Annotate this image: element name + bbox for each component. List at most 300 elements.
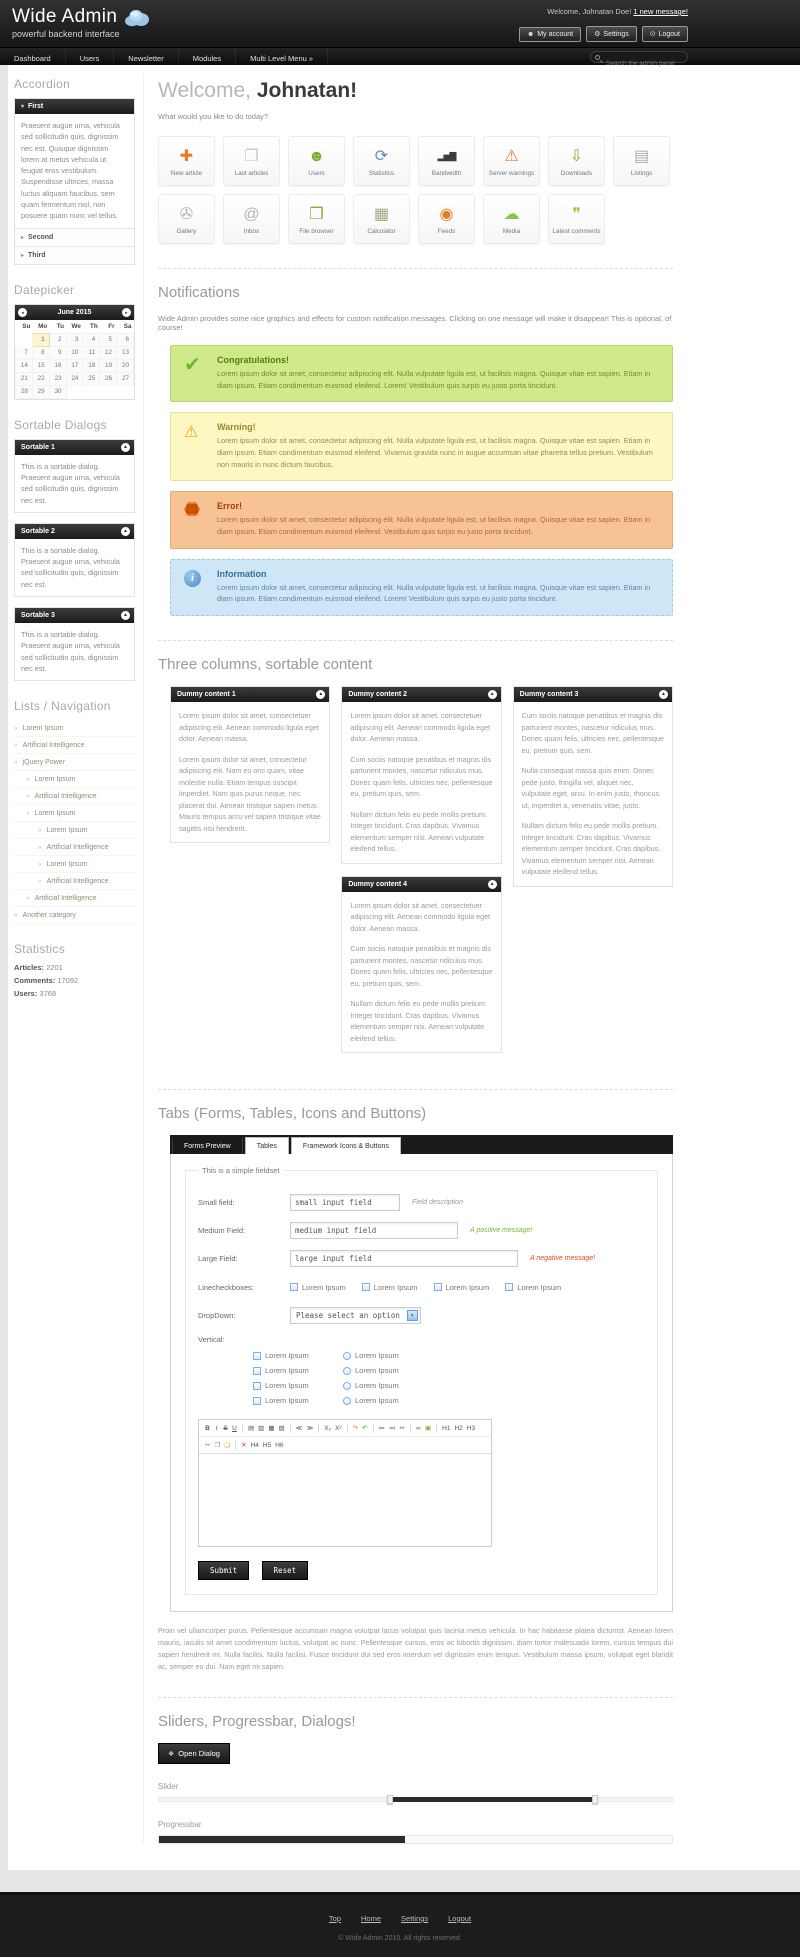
shortcut-users[interactable] [288, 136, 345, 186]
sortable-dialog-header[interactable] [15, 608, 134, 623]
shortcut-feeds[interactable] [418, 194, 475, 244]
ordered-list-icon[interactable]: ≔ [378, 1425, 386, 1433]
slider-label: Slider [158, 1781, 179, 1791]
file-browser-icon: ❒ [309, 206, 324, 223]
header-button-my-account[interactable] [519, 27, 581, 42]
paragraph: Cum sociis natoque penatibus et magnis dis parturient montes, nascetur ridiculus mus. Donec quam felis, ultricies nec, pellentesque eu, pretium quis, sem. [521, 711, 664, 755]
stat-label: Comments: [14, 976, 58, 986]
italic-icon[interactable]: I [215, 1424, 218, 1432]
shortcut-calculator[interactable] [353, 194, 410, 244]
image-icon[interactable]: ▣ [424, 1425, 432, 1433]
nav-list-label: Lorem Ipsum [34, 809, 76, 817]
dummy-box-title: Dummy content 3 [519, 691, 579, 699]
shortcut-label: New article [170, 170, 203, 177]
search-input[interactable] [606, 59, 682, 69]
field-label: Large Field: [198, 1254, 238, 1264]
h1-icon[interactable]: H1 [442, 1424, 451, 1432]
paragraph: Lorem ipsum dolor sit amet, consectetur adipiscing elit. Nam eu orci quam, vitae molestie nulla. Etiam tempus suscipit imperdiet. Nam quis purus neque, nec placerat dui. Aenean tristique sapien metus. Mauris tempus arcu vel sapien tristique vitae sagittis nisi hendrerit. [179, 754, 321, 833]
collapse-icon[interactable]: ▴ [316, 690, 325, 699]
power-icon: ⊙ [649, 31, 656, 38]
shortcut-label: File browser [299, 228, 334, 235]
radio-option[interactable] [343, 1396, 417, 1405]
calendar-empty-cell [66, 385, 83, 398]
calendar-day[interactable]: 6 [117, 333, 134, 346]
radio-option[interactable] [343, 1366, 417, 1375]
latest-comments-icon: ❞ [572, 206, 581, 223]
sortable-columns [170, 686, 673, 1065]
paragraph: Nullam dictum felis eu pede mollis pretium. Integer tincidunt. Cras dapibus. Vivamus elementum semper nisi. Aenean vulputate eleifend tellus. [350, 809, 487, 854]
calculator-icon: ▦ [373, 206, 390, 223]
strikethrough-icon[interactable]: S [223, 1424, 228, 1432]
double-chevron-icon: » [26, 809, 30, 817]
calendar-day[interactable]: 8 [32, 346, 49, 359]
align-center-icon[interactable]: ▥ [258, 1425, 265, 1433]
dummy-box-header[interactable] [171, 687, 329, 702]
chevron-right-icon: ▸ [21, 234, 25, 241]
section-title: Sliders, Progressbar, Dialogs! [158, 1712, 356, 1730]
double-chevron-icon: » [26, 792, 30, 800]
progressbar [158, 1835, 673, 1844]
header [0, 0, 800, 47]
calendar-day[interactable]: 19 [100, 359, 117, 372]
checkbox-option[interactable] [253, 1366, 327, 1375]
accordion-panel-second[interactable] [15, 228, 134, 246]
sortable-dialog-header[interactable] [15, 440, 134, 455]
double-chevron-icon: » [14, 758, 18, 766]
calendar-day[interactable]: 25 [83, 372, 100, 385]
calendar-day[interactable]: 27 [117, 372, 134, 385]
feeds-icon: ◉ [439, 206, 454, 223]
shortcut-statistics[interactable] [353, 136, 410, 186]
datepicker-heading: Datepicker [14, 282, 75, 297]
nav-item-dashboard[interactable]: Dashboard [0, 49, 66, 67]
medium-input[interactable] [290, 1222, 458, 1239]
toolbar-separator [436, 1424, 437, 1433]
radio-button[interactable] [343, 1382, 351, 1390]
dummy-box-dummy-content-4 [341, 876, 501, 1054]
radio-label: Lorem Ipsum [355, 1366, 399, 1376]
chevron-down-icon: ▾ [407, 1310, 418, 1321]
checkbox-option[interactable] [434, 1283, 490, 1292]
next-month-button[interactable]: ► [122, 308, 131, 317]
footer-link-logout[interactable]: Logout [448, 1913, 472, 1923]
slider[interactable] [158, 1797, 673, 1802]
h6-icon[interactable]: H6 [275, 1441, 284, 1449]
field-label: Medium Field: [198, 1226, 246, 1236]
nav-list-item[interactable] [14, 907, 135, 924]
notification-title: Information [217, 568, 267, 579]
calendar-day[interactable]: 28 [16, 385, 33, 398]
calendar-day[interactable]: 30 [49, 385, 66, 398]
shortcut-media[interactable] [483, 194, 540, 244]
checkbox-option[interactable] [253, 1381, 327, 1390]
field-label: Vertical: [198, 1335, 225, 1345]
calendar-day[interactable]: 24 [66, 372, 83, 385]
nav-list-item[interactable] [14, 788, 135, 805]
checkbox-option[interactable] [290, 1283, 346, 1292]
new-message-link[interactable]: 1 new message! [633, 7, 688, 16]
statistics-heading: Statistics [14, 942, 66, 957]
calendar-day[interactable]: 11 [83, 346, 100, 359]
server-warnings-icon: ⚠ [504, 148, 519, 165]
undo-icon[interactable]: ↶ [362, 1425, 368, 1433]
accordion-label: Third [28, 251, 46, 259]
radio-button[interactable] [343, 1367, 351, 1375]
sortable-dialog-header[interactable] [15, 524, 134, 539]
welcome-text: Welcome, Johnatan Doe! [547, 7, 632, 16]
notification-text: Lorem ipsum dolor sit amet, consectetur adipiscing elit. Nulla vulputate ligula est, ut facilisis magna. Quisque vitae est sapien. Etiam in diam ipsum. Etiam condimentum euismod eleifend. Lorem! Vestibulum quis turpis eu justo porta tincidunt. [217, 582, 651, 604]
calendar-day-name: Su [22, 322, 31, 330]
notification-error[interactable] [170, 491, 673, 548]
indent-icon[interactable]: ≫ [306, 1425, 314, 1433]
calendar-day[interactable]: 7 [16, 346, 33, 359]
calendar-day[interactable]: 15 [32, 359, 49, 372]
notification-warning[interactable] [170, 412, 673, 481]
dummy-box-header[interactable] [514, 687, 672, 702]
accordion-panel-first[interactable] [15, 99, 134, 114]
calendar-day[interactable]: 9 [49, 346, 66, 359]
notification-title: Warning! [217, 422, 256, 433]
collapse-icon[interactable]: ▴ [659, 690, 668, 699]
nav-list-label: jQuery Power [22, 758, 66, 766]
header-welcome [514, 7, 688, 16]
radio-button[interactable] [343, 1397, 351, 1405]
collapse-icon[interactable]: ▴ [121, 611, 130, 620]
double-chevron-icon: » [38, 843, 42, 851]
double-chevron-icon: » [14, 911, 18, 919]
listings-icon: ▤ [633, 148, 650, 165]
dummy-box-body [514, 702, 672, 886]
collapse-icon[interactable]: ▴ [121, 527, 130, 536]
horizontal-rule-icon[interactable]: ✂ [399, 1425, 405, 1433]
underline-icon[interactable]: U [232, 1424, 237, 1432]
field-label: Linecheckboxes: [198, 1282, 254, 1292]
paragraph: Nullam dictum felis eu pede mollis pretium. Integer tincidunt. Cras dapibus. Vivamus elementum semper tincidunt. Cras dapibus. Vivamus elementum semper nisi. Aenean vulputate eleifend tellus. [521, 821, 661, 877]
notification-info[interactable] [170, 559, 673, 616]
checkbox[interactable] [362, 1283, 370, 1291]
h2-icon[interactable]: H2 [454, 1424, 463, 1432]
toolbar-separator [373, 1424, 374, 1433]
calendar-day[interactable]: 20 [117, 359, 134, 372]
progressbar-fill [159, 1836, 405, 1843]
shortcut-latest-comments[interactable] [548, 194, 605, 244]
check-icon: ✔ [184, 354, 201, 376]
calendar-day-name: We [71, 322, 81, 330]
accordion-heading: Accordion [14, 77, 71, 91]
shortcut-label: Media [502, 228, 521, 235]
calendar-day-name: Sa [123, 322, 132, 330]
calendar-day[interactable]: 23 [49, 372, 66, 385]
gallery-icon: ✇ [179, 206, 194, 223]
sortable-dialog-text: This is a sortable dialog. Praesent augue urna, vehicula sed sollicitudin quis, dignissim nec est. [21, 461, 120, 505]
statistics [14, 963, 135, 998]
calendar-day[interactable]: 12 [100, 346, 117, 359]
stat-row [14, 976, 135, 985]
calendar-day[interactable]: 2 [49, 333, 66, 346]
tab-tables[interactable]: Tables [245, 1137, 289, 1154]
calendar-day-name: Mo [38, 322, 48, 330]
sortable-column [513, 686, 673, 1065]
calendar-day-name: Tu [56, 322, 65, 330]
editor-text-area[interactable] [199, 1454, 491, 1546]
calendar-day[interactable]: 3 [66, 333, 83, 346]
accordion-panel-third[interactable] [15, 246, 134, 264]
nav-list-item[interactable] [14, 720, 135, 737]
calendar-grid [15, 320, 134, 399]
checkbox-option[interactable] [362, 1283, 418, 1292]
sortable-column [170, 686, 330, 1065]
calendar-day[interactable]: 13 [117, 346, 134, 359]
tab-forms-preview[interactable]: Forms Preview [172, 1138, 243, 1154]
nav-item-modules[interactable]: Modules [179, 49, 236, 67]
checkbox-label: Lorem Ipsum [302, 1282, 346, 1292]
reset-button[interactable]: Reset [262, 1561, 309, 1580]
stat-value: 2201 [46, 963, 63, 973]
nav-list-item[interactable] [14, 805, 135, 822]
cut-icon[interactable]: ✂ [205, 1442, 211, 1450]
dropdown-value: Please select an option [296, 1311, 400, 1321]
paragraph: Lorem ipsum dolor sit amet, consectetuer adipiscing elit. Aenean commodo ligula eget dolor. Aenean massa. [350, 711, 491, 744]
shortcut-label: Gallery [176, 228, 197, 235]
superscript-icon[interactable]: X² [335, 1424, 342, 1432]
prev-month-button[interactable]: ◄ [18, 308, 27, 317]
radio-button[interactable] [343, 1352, 351, 1360]
unordered-list-icon[interactable]: ≕ [389, 1425, 396, 1433]
shortcut-label: Listings [630, 170, 653, 177]
calendar-empty-cell [100, 385, 117, 398]
nav-list-item[interactable] [14, 822, 135, 839]
calendar-header [15, 305, 134, 320]
calendar-day[interactable]: 29 [32, 385, 49, 398]
shortcut-bandwidth[interactable] [418, 136, 475, 186]
nav-item-users[interactable]: Users [66, 49, 115, 67]
delete-icon[interactable]: ✕ [241, 1442, 247, 1450]
bandwidth-icon: ▂▅▇ [437, 151, 456, 161]
checkbox[interactable] [434, 1283, 442, 1291]
checkbox-label: Lorem Ipsum [265, 1366, 309, 1376]
app-tagline: powerful backend interface [12, 29, 120, 39]
shortcut-inbox[interactable] [223, 194, 280, 244]
calendar-day[interactable]: 22 [32, 372, 49, 385]
shortcut-label: Feeds [437, 228, 456, 235]
dummy-box-body [171, 702, 329, 842]
tab-bar [170, 1135, 673, 1154]
dummy-box-header[interactable] [342, 877, 500, 892]
nav-list-item[interactable] [14, 873, 135, 890]
nav-item-multi-level-menu[interactable]: Multi Level Menu » [236, 49, 328, 67]
section-title: Three columns, sortable content [158, 656, 373, 674]
logo[interactable] [12, 6, 150, 39]
calendar-day[interactable]: 16 [49, 359, 66, 372]
h3-icon[interactable]: H3 [466, 1424, 476, 1432]
radio-option[interactable] [343, 1381, 417, 1390]
h5-icon[interactable]: H5 [262, 1441, 272, 1449]
align-right-icon[interactable]: ▦ [268, 1425, 275, 1433]
paste-icon[interactable]: ❑ [224, 1442, 231, 1450]
nav-list-label: Artificial Intelligence [46, 843, 109, 851]
search-box[interactable] [590, 51, 688, 63]
calendar-day[interactable]: 21 [16, 372, 33, 385]
footer-link-home[interactable]: Home [361, 1913, 382, 1923]
redo-icon[interactable]: ↷ [352, 1425, 359, 1433]
nav-list-item[interactable] [14, 890, 135, 907]
nav-list-item[interactable] [14, 754, 135, 771]
link-icon[interactable]: ∞ [416, 1424, 421, 1432]
nav-list-label: Artificial Intelligence [46, 877, 109, 885]
nav-item-newsletter[interactable]: Newsletter [114, 49, 178, 67]
nav-list-label: Lorem Ipsum [46, 860, 88, 868]
calendar-day[interactable]: 14 [16, 359, 33, 372]
toolbar-separator [318, 1424, 319, 1433]
page-title [158, 79, 673, 103]
radio-option[interactable] [343, 1351, 417, 1360]
shortcut-server-warnings[interactable] [483, 136, 540, 186]
open-dialog-button[interactable] [158, 1743, 230, 1764]
double-chevron-icon: » [14, 724, 18, 732]
outdent-icon[interactable]: ≪ [295, 1425, 303, 1433]
footer [0, 1892, 800, 1957]
welcome-subtitle: What would you like to do today? [158, 112, 269, 121]
dummy-box-title: Dummy content 2 [348, 691, 408, 699]
cloud-logo-icon [123, 8, 150, 27]
calendar-empty-cell [83, 385, 100, 398]
copy-icon[interactable]: ❐ [214, 1442, 221, 1450]
calendar-day[interactable]: 1 [32, 333, 49, 346]
checkbox-option[interactable] [253, 1396, 327, 1405]
align-justify-icon[interactable]: ▧ [278, 1425, 285, 1433]
checkbox-label: Lorem Ipsum [517, 1282, 562, 1292]
sortable-dialog-title: Sortable 2 [21, 527, 55, 535]
calendar-day[interactable]: 5 [100, 333, 117, 346]
nav-list-label: Artificial Intelligence [34, 792, 97, 800]
columns-section [158, 640, 673, 1065]
header-button-settings[interactable] [586, 26, 637, 42]
bold-icon[interactable]: B [205, 1424, 210, 1432]
shortcut-gallery[interactable] [158, 194, 215, 244]
wysiwyg-editor[interactable] [198, 1419, 492, 1547]
double-chevron-icon: » [26, 775, 30, 783]
section-title: Tabs (Forms, Tables, Icons and Buttons) [158, 1105, 427, 1123]
double-chevron-icon: » [38, 826, 42, 834]
slider-handle-right[interactable] [592, 1795, 598, 1804]
sidebar-nav-list [14, 720, 135, 924]
sortable-column [341, 686, 501, 1065]
paragraph: Cum sociis natoque penatibus et magnis dis parturient montes, nascetur ridiculus mus. Donec quam felis, ultricies nec, pellentesque eu, pretium quis, sem. [350, 944, 493, 988]
slider-handle-left[interactable] [387, 1795, 393, 1804]
dummy-box-title: Dummy content 4 [348, 880, 408, 888]
h4-icon[interactable]: H4 [250, 1441, 259, 1449]
calendar-day[interactable]: 17 [66, 359, 83, 372]
dummy-box-title: Dummy content 1 [177, 691, 236, 699]
small-input[interactable] [290, 1194, 400, 1211]
shortcut-label: Bandwidth [431, 170, 462, 177]
checkbox[interactable] [253, 1367, 261, 1375]
media-icon: ☁ [503, 206, 520, 223]
dummy-box-body [342, 892, 500, 1053]
shortcut-file-browser[interactable] [288, 194, 345, 244]
subscript-icon[interactable]: X₂ [324, 1424, 332, 1432]
nav-items [0, 48, 328, 67]
shortcut-new-article[interactable] [158, 136, 215, 186]
checkbox[interactable] [253, 1382, 261, 1390]
checkbox-option[interactable] [253, 1351, 327, 1360]
warning-triangle-icon: ⚠ [184, 424, 199, 442]
radio-label: Lorem Ipsum [355, 1351, 399, 1361]
collapse-icon[interactable]: ▴ [488, 880, 497, 889]
welcome-prefix: Welcome, [158, 79, 251, 102]
simple-fieldset [185, 1166, 658, 1595]
accordion-label: Second [28, 233, 54, 241]
notification-text: Lorem ipsum dolor sit amet, consectetur adipiscing elit. Nulla vulputate ligula est, ut facilisis magna. Quisque vitae est sapien. Etiam in diam ipsum. Etiam condimentum euismod eleifend. Vivamus gravida nunc in augue accumsan vitae pharetra tellus pretium. Vestibulum non mauris in nunc dictum faucibus. [217, 436, 653, 469]
double-chevron-icon: » [14, 741, 18, 749]
shortcut-label: Downloads [560, 170, 593, 177]
shortcut-listings[interactable] [613, 136, 670, 186]
toolbar-separator [410, 1424, 411, 1433]
submit-button[interactable]: Submit [198, 1561, 249, 1580]
checkbox[interactable] [290, 1283, 298, 1291]
dropdown-select[interactable] [290, 1307, 421, 1324]
checkbox-label: Lorem Ipsum [445, 1282, 490, 1292]
nav-list-label: Lorem Ipsum [34, 775, 76, 783]
tab-framework-icons-buttons[interactable]: Framework Icons & Buttons [291, 1137, 401, 1154]
large-input[interactable] [290, 1250, 518, 1267]
calendar-day[interactable]: 10 [66, 346, 83, 359]
sortable-dialog-title: Sortable 1 [21, 443, 55, 451]
shortcut-label: Latest comments [552, 228, 601, 235]
toolbar-separator [235, 1441, 236, 1450]
checkbox[interactable] [253, 1352, 261, 1360]
progressbar-label: Progressbar [158, 1819, 202, 1829]
calendar-day[interactable]: 18 [83, 359, 100, 372]
dummy-box-body [342, 702, 500, 863]
calendar-day[interactable]: 26 [100, 372, 117, 385]
footer-link-settings[interactable]: Settings [401, 1913, 429, 1923]
nav-list-label: Another category [22, 911, 76, 919]
nav-list-item[interactable] [14, 737, 135, 754]
collapse-icon[interactable]: ▴ [121, 443, 130, 452]
downloads-icon: ⇩ [569, 148, 584, 165]
notification-success[interactable] [170, 345, 673, 402]
collapse-icon[interactable]: ▴ [488, 690, 497, 699]
checkbox[interactable] [253, 1397, 261, 1405]
checkbox-option[interactable] [505, 1283, 561, 1292]
footer-link-top[interactable]: Top [328, 1913, 341, 1923]
editor-toolbar-row2 [199, 1437, 491, 1454]
sortable-dialog-sortable-2 [14, 523, 135, 597]
align-left-icon[interactable]: ▤ [248, 1425, 255, 1433]
nav-list-item[interactable] [14, 856, 135, 873]
tabs-section [158, 1089, 673, 1673]
calendar-day[interactable]: 4 [83, 333, 100, 346]
checkbox[interactable] [505, 1283, 513, 1291]
notification-text: Lorem ipsum dolor sit amet, consectetur adipiscing elit. Nulla vulputate ligula est, ut facilisis magna. Quisque vitae est sapien. Etiam in diam ipsum. Etiam condimentum euismod eleifend. Vestibulum quis turpis eu justo porta tincidunt. [217, 515, 651, 537]
nav-list-item[interactable] [14, 839, 135, 856]
shortcut-last-articles[interactable] [223, 136, 280, 186]
toolbar-separator [242, 1424, 243, 1433]
dummy-box-header[interactable] [342, 687, 500, 702]
sidebar [12, 73, 139, 1844]
welcome-name: Johnatan! [256, 79, 358, 102]
accordion [14, 98, 135, 265]
shortcut-label: Server warnings [488, 170, 535, 177]
shortcut-grid [158, 136, 673, 244]
users-icon: ☻ [308, 148, 325, 165]
calendar-empty-cell [117, 385, 134, 398]
header-button-logout[interactable] [642, 26, 688, 42]
shortcut-downloads[interactable] [548, 136, 605, 186]
sortable-dialog-sortable-3 [14, 607, 135, 681]
nav-list-item[interactable] [14, 771, 135, 788]
